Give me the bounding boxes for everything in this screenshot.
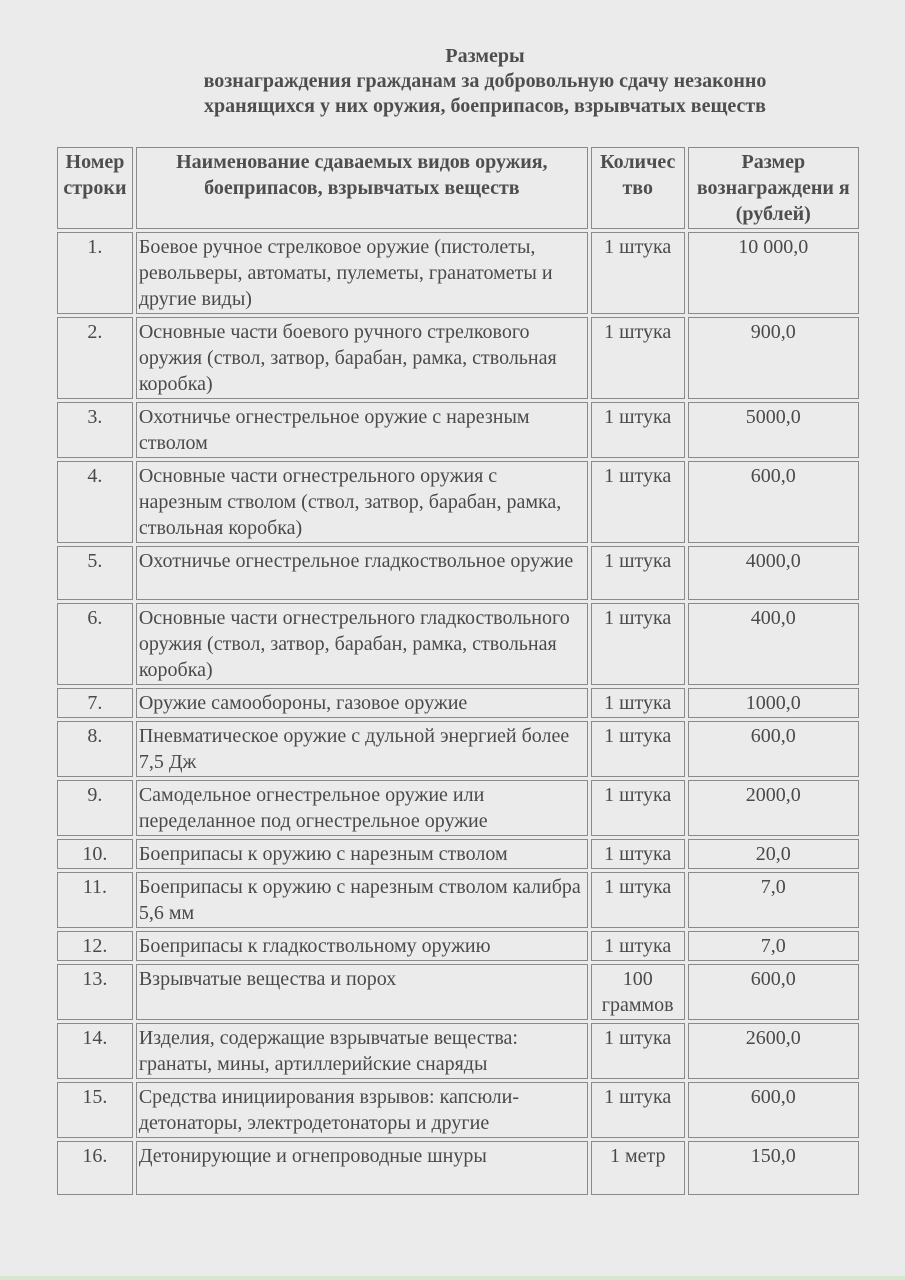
qty-cell: 1 штука: [591, 232, 685, 314]
name-cell: Боеприпасы к гладкоствольному оружию: [136, 931, 588, 961]
qty-cell: 1 штука: [591, 317, 685, 399]
name-cell: Самодельное огнестрельное оружие или переделанное под огнестрельное оружие: [136, 780, 588, 836]
bottom-strip: [0, 1276, 905, 1280]
header-name: Наименование сдаваемых видов оружия, боеприпасов, взрывчатых веществ: [136, 147, 588, 229]
qty-cell: 100 граммов: [591, 964, 685, 1020]
name-cell: Взрывчатые вещества и порох: [136, 964, 588, 1020]
amount-cell: 7,0: [688, 872, 859, 928]
name-cell: Пневматическое оружие с дульной энергией более 7,5 Дж: [136, 721, 588, 777]
name-cell: Оружие самообороны, газовое оружие: [136, 688, 588, 718]
amount-cell: 5000,0: [688, 402, 859, 458]
document-title: [0, 44, 905, 119]
num-cell: 8.: [57, 721, 133, 777]
table-row: [57, 964, 859, 1020]
amount-cell: 600,0: [688, 721, 859, 777]
qty-cell: 1 штука: [591, 603, 685, 685]
qty-cell: 1 штука: [591, 839, 685, 869]
table-row: [57, 872, 859, 928]
name-cell: Основные части огнестрельного гладкоствольного оружия (ствол, затвор, барабан, рамка, ствольная коробка): [136, 603, 588, 685]
name-cell: Боеприпасы к оружию с нарезным стволом калибра 5,6 мм: [136, 872, 588, 928]
table-row: [57, 721, 859, 777]
num-cell: 11.: [57, 872, 133, 928]
table-row: [57, 839, 859, 869]
table-row: [57, 688, 859, 718]
num-cell: 3.: [57, 402, 133, 458]
amount-cell: 2000,0: [688, 780, 859, 836]
title-line-3: хранящихся у них оружия, боеприпасов, взрывчатых веществ: [204, 95, 766, 117]
num-cell: 6.: [57, 603, 133, 685]
qty-cell: 1 штука: [591, 546, 685, 600]
amount-cell: 900,0: [688, 317, 859, 399]
table-row: [57, 1082, 859, 1138]
amount-cell: 600,0: [688, 1082, 859, 1138]
amount-cell: 7,0: [688, 931, 859, 961]
header-num: Номер строки: [57, 147, 133, 229]
num-cell: 15.: [57, 1082, 133, 1138]
num-cell: 13.: [57, 964, 133, 1020]
title-line-2: вознаграждения гражданам за добровольную сдачу незаконно: [203, 70, 767, 92]
num-cell: 2.: [57, 317, 133, 399]
name-cell: Основные части боевого ручного стрелкового оружия (ствол, затвор, барабан, рамка, ствольная коробка): [136, 317, 588, 399]
table-row: [57, 402, 859, 458]
qty-cell: 1 штука: [591, 931, 685, 961]
num-cell: 14.: [57, 1023, 133, 1079]
table-row: [57, 232, 859, 314]
title-line-1: Размеры: [445, 45, 525, 67]
qty-cell: 1 штука: [591, 872, 685, 928]
num-cell: 5.: [57, 546, 133, 600]
name-cell: Боеприпасы к оружию с нарезным стволом: [136, 839, 588, 869]
amount-cell: 1000,0: [688, 688, 859, 718]
num-cell: 16.: [57, 1141, 133, 1195]
amount-cell: 10 000,0: [688, 232, 859, 314]
qty-cell: 1 штука: [591, 1023, 685, 1079]
num-cell: 1.: [57, 232, 133, 314]
table-body: [57, 232, 859, 1195]
num-cell: 10.: [57, 839, 133, 869]
name-cell: Охотничье огнестрельное гладкоствольное оружие: [136, 546, 588, 600]
qty-cell: 1 штука: [591, 1082, 685, 1138]
name-cell: Изделия, содержащие взрывчатые вещества: гранаты, мины, артиллерийские снаряды: [136, 1023, 588, 1079]
qty-cell: 1 штука: [591, 402, 685, 458]
table-row: [57, 461, 859, 543]
name-cell: Детонирующие и огнепроводные шнуры: [136, 1141, 588, 1195]
name-cell: Охотничье огнестрельное оружие с нарезным стволом: [136, 402, 588, 458]
qty-cell: 1 штука: [591, 780, 685, 836]
table-row: [57, 546, 859, 600]
header-amount: Размер вознаграждени я (рублей): [688, 147, 859, 229]
table-row: [57, 1141, 859, 1195]
amount-cell: 150,0: [688, 1141, 859, 1195]
num-cell: 12.: [57, 931, 133, 961]
name-cell: Боевое ручное стрелковое оружие (пистолеты, револьверы, автоматы, пулеметы, гранатометы и другие виды): [136, 232, 588, 314]
table-row: [57, 931, 859, 961]
amount-cell: 600,0: [688, 461, 859, 543]
table-row: [57, 603, 859, 685]
table-header-row: [57, 147, 859, 229]
amount-cell: 600,0: [688, 964, 859, 1020]
table-row: [57, 317, 859, 399]
qty-cell: 1 штука: [591, 461, 685, 543]
table-row: [57, 780, 859, 836]
amount-cell: 20,0: [688, 839, 859, 869]
awards-table: [54, 144, 862, 1198]
qty-cell: 1 метр: [591, 1141, 685, 1195]
qty-cell: 1 штука: [591, 688, 685, 718]
name-cell: Основные части огнестрельного оружия с нарезным стволом (ствол, затвор, барабан, рамка, ствольная коробка): [136, 461, 588, 543]
num-cell: 7.: [57, 688, 133, 718]
qty-cell: 1 штука: [591, 721, 685, 777]
num-cell: 9.: [57, 780, 133, 836]
name-cell: Средства инициирования взрывов: капсюли-детонаторы, электродетонаторы и другие: [136, 1082, 588, 1138]
header-qty: Количес тво: [591, 147, 685, 229]
amount-cell: 4000,0: [688, 546, 859, 600]
amount-cell: 400,0: [688, 603, 859, 685]
num-cell: 4.: [57, 461, 133, 543]
amount-cell: 2600,0: [688, 1023, 859, 1079]
table-row: [57, 1023, 859, 1079]
